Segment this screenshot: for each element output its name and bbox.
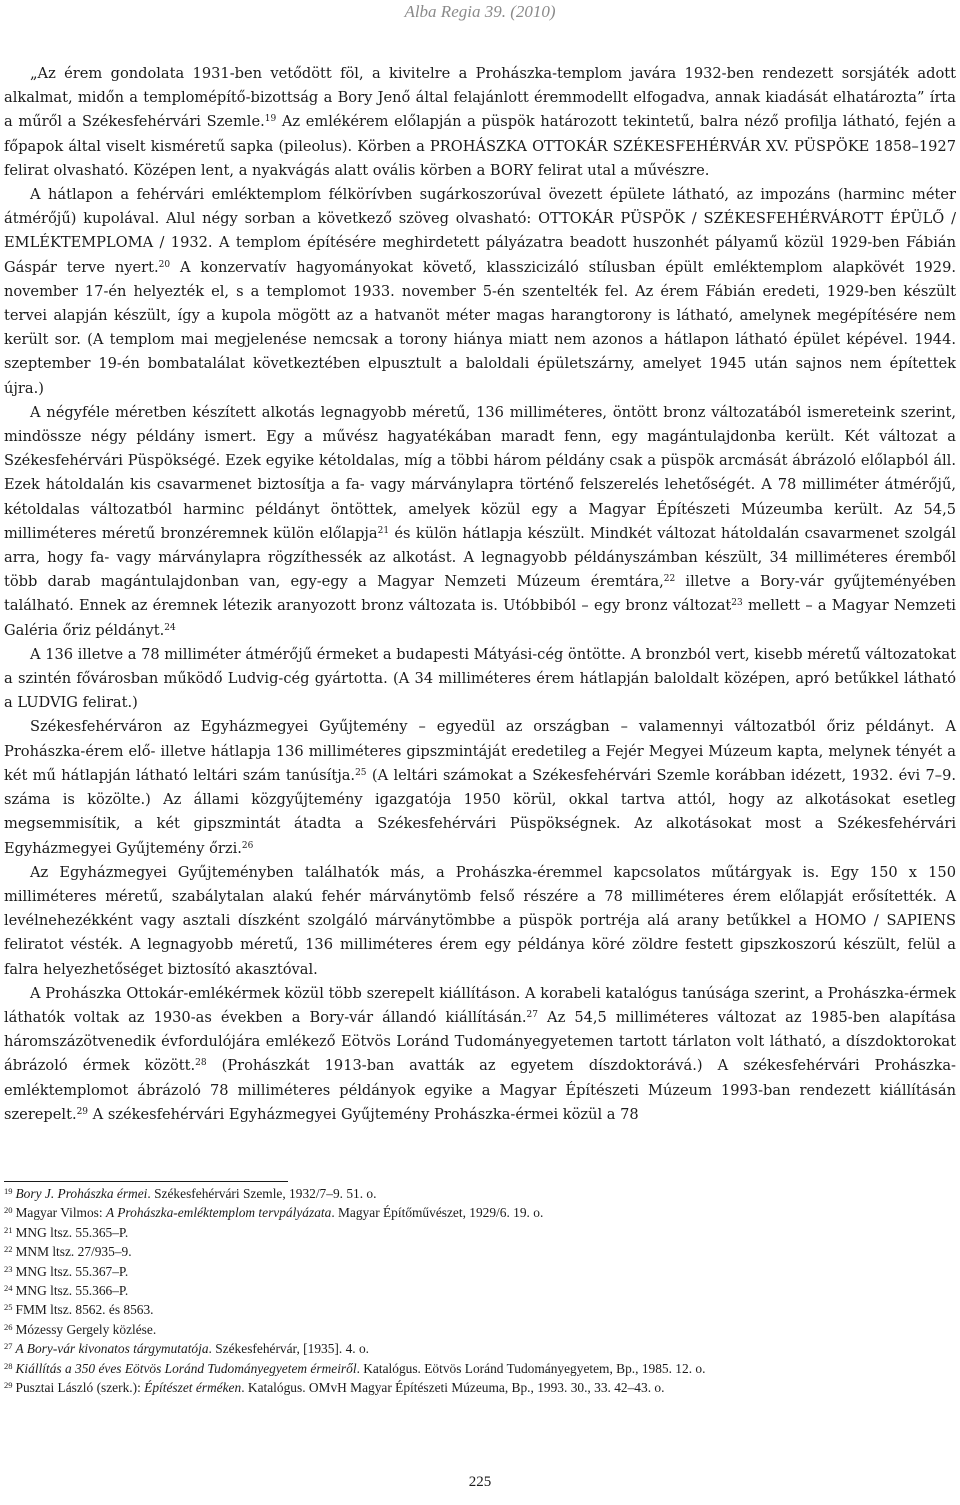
footnote-ref[interactable]: 22 <box>663 574 676 585</box>
footnote-text: MNG ltsz. 55.367–P. <box>15 1263 129 1279</box>
footnote-number: 21 <box>4 1224 13 1235</box>
footnote-ref[interactable]: 23 <box>731 598 743 609</box>
footnote <box>4 1339 956 1358</box>
footnote-text: Mózessy Gergely közlése. <box>15 1321 157 1337</box>
footnote-text: . Katalógus. Eötvös Loránd Tudományegyetem, Bp., 1985. 12. o. <box>356 1360 706 1376</box>
footnote <box>4 1203 956 1222</box>
footnote-ref[interactable]: 21 <box>377 525 390 536</box>
footnote-ref[interactable]: 27 <box>526 1009 538 1020</box>
text-run: Az 54,5 milliméteres változat az 1985-ben alapítása háromszázötvenedik évfordulójára emlékező Eötvös Loránd Tudományegyetemen tartott tárlaton volt látható, a díszdoktorokat ábrázoló érmek között. <box>4 1008 956 1075</box>
footnote-text: FMM ltsz. 8562. és 8563. <box>15 1302 154 1318</box>
footnote-ref[interactable]: 25 <box>355 767 367 778</box>
body-text <box>4 62 956 1127</box>
footnote-number: 27 <box>4 1341 13 1352</box>
text-run: (A leltári számokat a Székesfehérvári Szemle korábban idézett, 1932. évi 7–9. száma is közölte.) Az állami közgyűjtemény igazgatója 1950 körül, okkal tartva attól, hogy az alkotásokat esetleg megsemmisítik, a két gipszmintát átadta a Székesfehérvári Püspökségnek. Az alkotásokat most a Székesfehérvári Egyházmegyei Gyűjtemény őrzi. <box>4 766 956 857</box>
footnote-title: Bory J. Prohászka érmei <box>15 1186 148 1201</box>
paragraph <box>4 861 956 982</box>
text-run: A Prohászka Ottokár-emlékérmek közül több szerepelt kiállításon. A korabeli katalógus tanúsága szerint, a Prohászka-érmek láthatók voltak az 1930-as években a Bory-vár állandó kiállításán. <box>4 984 956 1026</box>
footnote-ref[interactable]: 19 <box>264 114 277 125</box>
text-run: illetve a Bory-vár gyűjteményében található. Ennek az éremnek létezik aranyozott bronz változata is. Utóbbiból – egy bronz változat <box>4 573 956 615</box>
text-run: A székesfehérvári Egyházmegyei Gyűjtemény Prohászka-érmei közül a 78 <box>88 1105 639 1123</box>
footnote <box>4 1242 956 1261</box>
text-run: A 136 illetve a 78 milliméter átmérőjű érmeket a budapesti Mátyási-cég öntötte. A bronzból vert, kisebb méretű változatokat a szintén fővárosban működő Ludvig-cég gyártotta. (A 34 milliméteres érem hátlapján baloldalt középen, apró betűkkel látható a LUDVIG felirat.) <box>4 645 956 712</box>
footnote-text: MNM ltsz. 27/935–9. <box>15 1244 132 1260</box>
footnote <box>4 1300 956 1319</box>
footnote-text: . Magyar Építőművészet, 1929/6. 19. o. <box>331 1205 544 1221</box>
footnote-number: 26 <box>4 1321 13 1332</box>
footnote <box>4 1281 956 1300</box>
footnote-number: 24 <box>4 1283 13 1294</box>
footnote <box>4 1359 956 1378</box>
footnote-number: 29 <box>4 1380 13 1391</box>
footnote-title: Kiállítás a 350 éves Eötvös Loránd Tudományegyetem érmeiről <box>15 1360 357 1376</box>
page-number: 225 <box>468 1474 492 1490</box>
footnote-text: . Katalógus. OMvH Magyar Építészeti Múzeuma, Bp., 1993. 30., 33. 42–43. o. <box>241 1380 665 1396</box>
text-run: „Az érem gondolata 1931-ben vetődött föl, a kivitelre a Prohászka-templom javára 1932-ben rendezett sorsjáték adott alkalmat, midőn a templomépítő-bizottság a Bory Jenő által felajánlott éremmodellt elfogadva, annak kiadását elhatározta” írta a műről a Székesfehérvári Szemle. <box>4 65 956 131</box>
footnote-title: Építészet érméken <box>144 1380 242 1396</box>
footnote-number: 22 <box>4 1244 13 1255</box>
text-run: A négyféle méretben készített alkotás legnagyobb méretű, 136 milliméteres, öntött bronz változatából ismereteink szerint, mindössze négy példány ismert. Egy a művész hagyatékában maradt fenn, egy magántulajdonba került. Két változat a Székesfehérvári Püspökségé. Ezek egyike kétoldalas, míg a többi három példány csak a püspök arcmását ábrázoló előlapból áll. Ezek hátoldalán kis csavarmenet biztosítja a fa- vagy márványlapra történő felszerelés lehetőségét. A 78 milliméter átmérőjű, kétoldalas változatból harminc példányt öntöttek, amelyek közül egy a Magyar Építészeti Múzeumba került. Az 54,5 milliméteres méretű bronzéremnek külön előlapja <box>4 403 956 542</box>
footnote-text: Magyar Vilmos: <box>15 1205 106 1221</box>
paragraph <box>4 401 956 643</box>
text-run: és külön hátlapja készült. Mindkét változat hátoldalán csavarmenet szolgál arra, hogy fa- vagy márványlapra rögzíthessék az alkotást. A legnagyobb példányszámban készült, 34 milliméteres éremből több darab magántulajdonban van, egy-egy a Magyar Nemzeti Múzeum éremtára, <box>4 524 956 591</box>
text-run: mellett – a Magyar Nemzeti Galéria őriz példányt. <box>4 597 956 639</box>
footnote-ref[interactable]: 24 <box>164 622 176 633</box>
footnotes <box>4 1184 956 1397</box>
footnote <box>4 1223 956 1242</box>
footnote-text: . Székesfehérvári Szemle, 1932/7–9. 51. o. <box>147 1186 377 1201</box>
text-run: Az Egyházmegyei Gyűjteményben találhatók más, a Prohászka-éremmel kapcsolatos műtárgyak is. Egy 150 x 150 milliméteres méretű, szabálytalan alakú fehér márványtömb felső részére a 78 milliméteres érem előlapját erősítették. A levélnehezékként vagy asztali díszként szolgáló márványtömbbe a püspök portréja alá arany betűkkel a HOMO / SAPIENS feliratot vésték. A legnagyobb méretű, 136 milliméteres érem egy példánya köré zöldre festett gipszkoszorú készült, felül a falra helyezhetőséget biztosító akasztóval. <box>4 863 956 978</box>
paragraph <box>4 62 956 183</box>
footnote-number: 23 <box>4 1263 13 1274</box>
text-run: (Prohászkát 1913-ban avatták az egyetem díszdoktorává.) A székesfehérvári Prohászka-emléktemplomot ábrázoló 78 milliméteres példányok egyike a Magyar Építészeti Múzeum 1993-ban rendezett kiállításán szerepelt. <box>4 1057 956 1123</box>
footnote-number: 25 <box>4 1302 13 1313</box>
footnote-separator <box>4 1181 288 1182</box>
footnote-text: MNG ltsz. 55.366–P. <box>15 1283 129 1299</box>
footnote <box>4 1320 956 1339</box>
footnote <box>4 1378 956 1397</box>
paragraph <box>4 183 956 401</box>
footnote-number: 19 <box>4 1186 13 1196</box>
footnote-number: 28 <box>4 1360 13 1371</box>
footnote <box>4 1184 956 1203</box>
footnote-text: Pusztai László (szerk.): <box>15 1380 145 1396</box>
footnote-ref[interactable]: 20 <box>158 259 171 270</box>
text-run: Székesfehérváron az Egyházmegyei Gyűjtemény – egyedül az országban – valamennyi változatból őriz példányt. A Prohászka-érem elő- illetve hátlapja 136 milliméteres gipszmintáját eredetileg a Fejér Megyei Múzeum kapta, melynek tényét a két mű hátlapján látható leltári szám tanúsítja. <box>4 718 956 784</box>
paragraph <box>4 643 956 716</box>
footnote-ref[interactable]: 26 <box>241 840 254 851</box>
footnote-ref[interactable]: 28 <box>195 1058 207 1069</box>
paragraph <box>4 982 956 1127</box>
footnote-ref[interactable]: 29 <box>76 1106 89 1117</box>
footnote-title: A Prohászka-emléktemplom tervpályázata <box>105 1205 332 1221</box>
text-run: A hátlapon a fehérvári emléktemplom félkörívben sugárkoszorúval övezett épülete látható, az impozáns (harminc méter átmérőjű) kupolával. Alul négy sorban a következő szöveg olvasható: OTTOKÁR PÜSPÖK / SZÉKESFEHÉRVÁROTT ÉPÜLŐ / EMLÉKTEMPLOMA / 1932. A templom építésére meghirdetett pályázatra beadott huszonhét pályamű közül 1929-ben Fábián Gáspár terve nyert. <box>4 186 956 276</box>
paragraph <box>4 715 956 860</box>
running-header: Alba Regia 39. (2010) <box>404 2 556 21</box>
footnote-number: 20 <box>4 1205 13 1216</box>
text-run: Az emlékérem előlapján a püspök határozott tekintetű, balra néző profilja látható, fején a főpapok által viselt kisméretű sapka (pileolus). Körben a PROHÁSZKA OTTOKÁR SZÉKESFEHÉRVÁR XV. PÜSPÖKE 1858–1927 felirat olvasható. Középen lent, a nyakvágás alatt ovális körben a BORY felirat utal a művészre. <box>4 113 956 179</box>
footnote-text: MNG ltsz. 55.365–P. <box>15 1224 129 1240</box>
footnote-title: A Bory-vár kivonatos tárgymutatója <box>15 1341 209 1357</box>
footnote-text: . Székesfehérvár, [1935]. 4. o. <box>208 1341 369 1357</box>
footnote <box>4 1262 956 1281</box>
text-run: A konzervatív hagyományokat követő, klasszicizáló stílusban épült emléktemplom alapkövét 1929. november 17-én helyezték el, s a templomot 1933. november 5-én szentelték fel. Az érem Fábián eredeti, 1929-ben készült tervei alapján készült, így a kupola mögött az a hatvanöt méter magas harangtorony is látható, amelynek megépítésére nem került sor. (A templom mai megjelenése nemcsak a torony hiánya miatt nem azonos a hátlapon látható épület képével. 1944. szeptember 19-én bombatalálat következtében elpusztult a baloldali épületszárny, amelyet 1945 után sajnos nem építettek újra.) <box>4 258 956 397</box>
